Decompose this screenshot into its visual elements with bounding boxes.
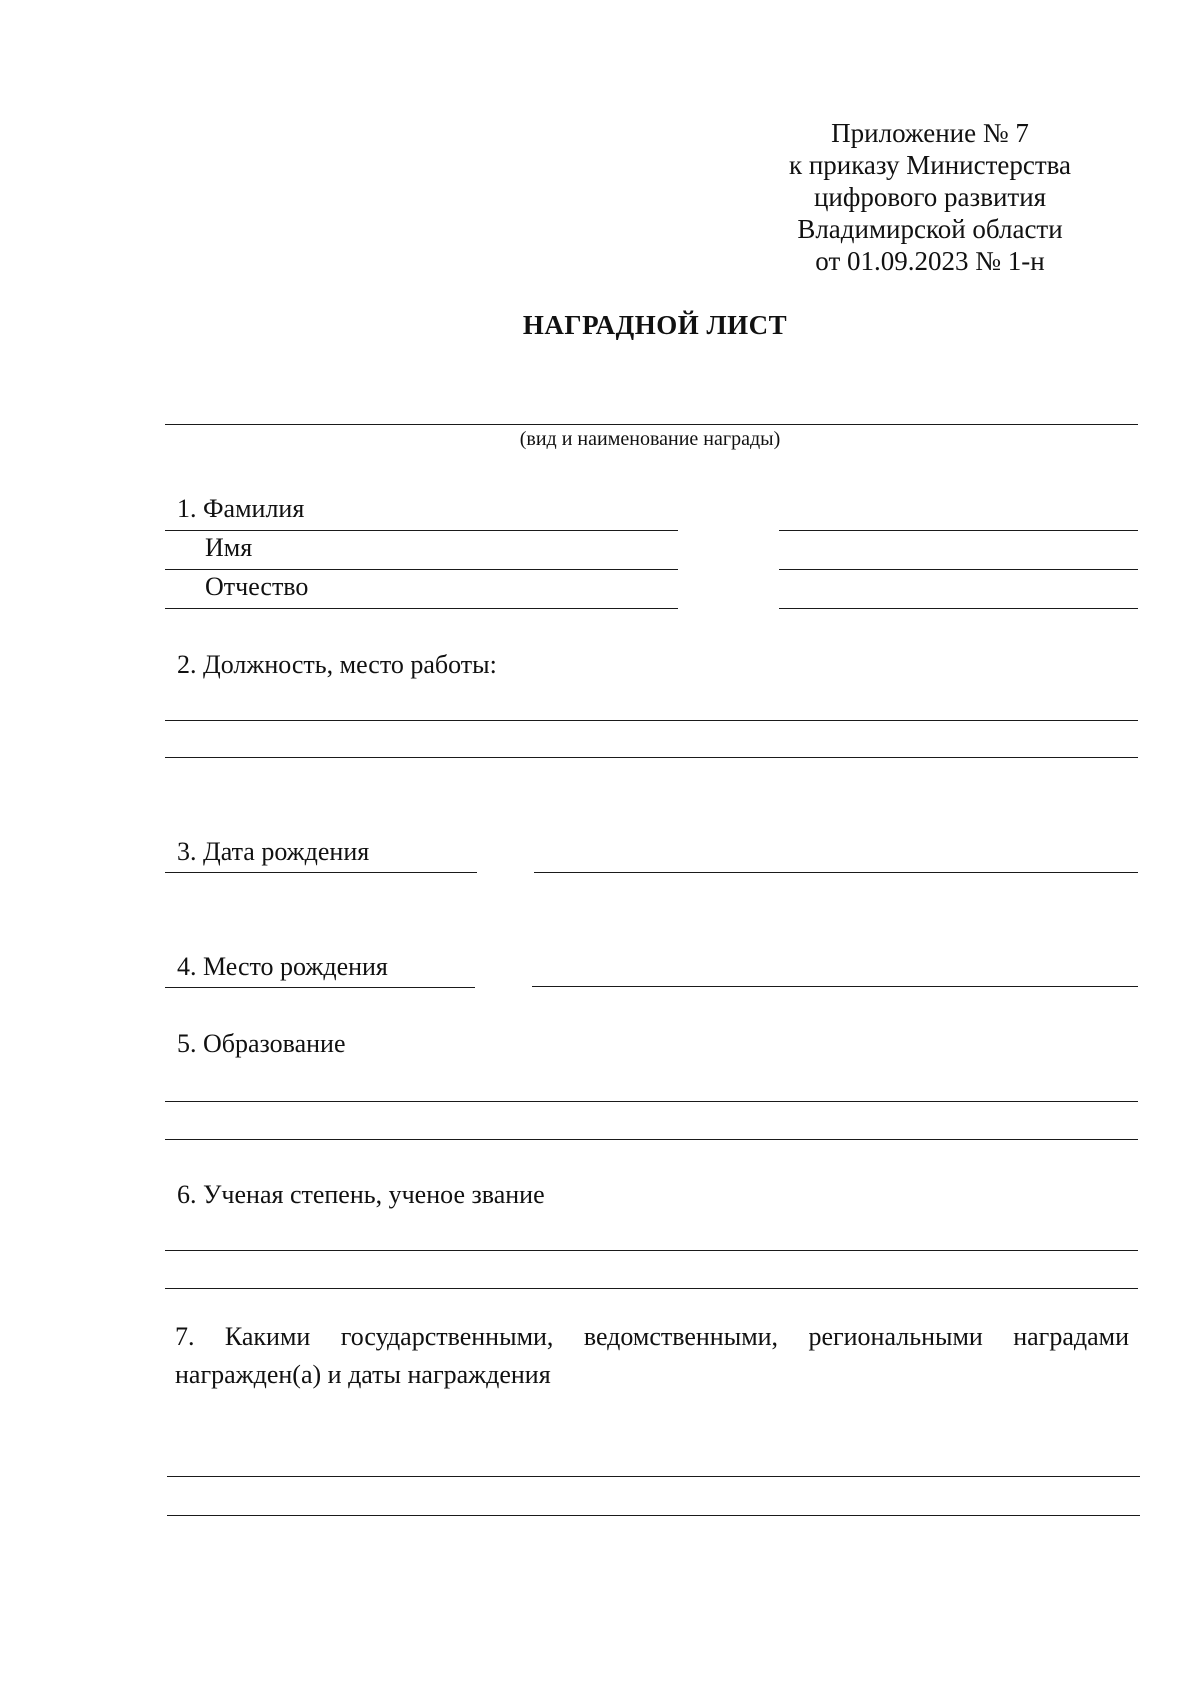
awards-label: 7. Какими государственными, ведомственными, региональными наградами награжден(а) и даты награждения — [175, 1322, 1129, 1389]
education-underline-2 — [165, 1139, 1138, 1140]
degree-underline-1 — [165, 1250, 1138, 1251]
award-name-underline — [165, 424, 1138, 425]
document-title: НАГРАДНОЙ ЛИСТ — [522, 310, 788, 340]
award-caption: (вид и наименование награды) — [519, 428, 781, 450]
appendix-line: Владимирской области — [797, 214, 1063, 244]
patronymic-field[interactable] — [779, 578, 1138, 608]
birth-place-label-underline — [165, 987, 475, 988]
surname-label-underline — [165, 530, 678, 531]
position-underline-2 — [165, 757, 1138, 758]
patronymic-field-underline — [779, 608, 1138, 609]
appendix-line: к приказу Министерства — [788, 150, 1072, 180]
surname-label: 1. Фамилия — [177, 494, 305, 523]
birth-date-underline — [534, 872, 1138, 873]
name-label-underline — [165, 569, 678, 570]
appendix-line: цифрового развития — [813, 182, 1047, 212]
education-label: 5. Образование — [177, 1029, 346, 1058]
awards-field-2[interactable] — [167, 1485, 1140, 1515]
degree-label: 6. Ученая степень, ученое звание — [177, 1180, 545, 1209]
degree-field-2[interactable] — [165, 1258, 1138, 1288]
education-underline-1 — [165, 1101, 1138, 1102]
appendix-line: Приложение № 7 — [831, 118, 1029, 148]
appendix-block — [760, 117, 1100, 277]
awards-field-1[interactable] — [167, 1446, 1140, 1476]
birth-place-underline — [532, 986, 1138, 987]
education-field-1[interactable] — [165, 1071, 1138, 1101]
award-name-field[interactable] — [165, 392, 1138, 422]
awards-underline-2 — [167, 1515, 1140, 1516]
position-field-2[interactable] — [165, 727, 1138, 757]
name-label: Имя — [205, 533, 253, 562]
patronymic-label: Отчество — [205, 572, 309, 601]
surname-field[interactable] — [779, 500, 1138, 530]
position-label: 2. Должность, место работы: — [177, 650, 497, 679]
degree-field-1[interactable] — [165, 1220, 1138, 1250]
awards-underline-1 — [167, 1476, 1140, 1477]
birth-date-label: 3. Дата рождения — [177, 837, 370, 866]
birth-place-label: 4. Место рождения — [177, 952, 388, 981]
position-underline-1 — [165, 720, 1138, 721]
education-field-2[interactable] — [165, 1109, 1138, 1139]
birth-date-field[interactable] — [534, 842, 1138, 872]
name-field-underline — [779, 569, 1138, 570]
birth-place-field[interactable] — [532, 956, 1138, 986]
surname-field-underline — [779, 530, 1138, 531]
degree-underline-2 — [165, 1288, 1138, 1289]
name-field[interactable] — [779, 539, 1138, 569]
appendix-line: от 01.09.2023 № 1-н — [815, 246, 1045, 276]
patronymic-label-underline — [165, 608, 678, 609]
position-field-1[interactable] — [165, 690, 1138, 720]
birth-date-label-underline — [165, 872, 477, 873]
